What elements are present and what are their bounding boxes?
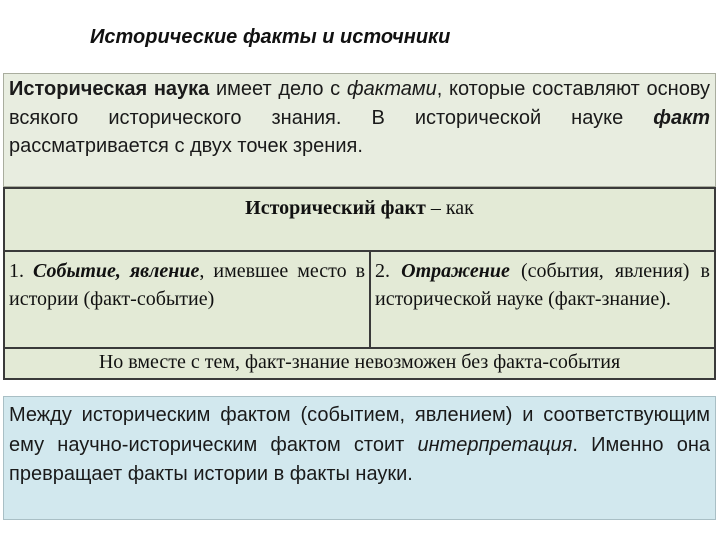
intro-paragraph <box>3 73 716 187</box>
outro-text-1: Между историческим фактом (событием, явлением) и соответствующим ему научно-историческим фактом стоит <box>9 404 710 456</box>
cell2-term: Отражение <box>401 260 510 282</box>
fact-table <box>3 187 716 380</box>
outro-paragraph <box>3 396 716 520</box>
term-historical-science: Историческая наука <box>9 78 210 100</box>
cell2-text: (события, явления) в исторической науке (факт-знание). <box>375 260 710 310</box>
header-rest: – как <box>425 197 474 219</box>
header-term: Исторический факт <box>245 197 426 219</box>
outro-text-2: . Именно она превращает факты истории в факты науки. <box>9 433 710 485</box>
page-title: Исторические факты и источники <box>90 26 451 48</box>
fact-cell-event <box>5 252 371 347</box>
term-facts: фактами <box>346 78 437 100</box>
term-fact: факт <box>653 106 710 129</box>
intro-text-1: имеет дело с <box>209 78 347 100</box>
fact-cell-reflection <box>371 252 714 347</box>
intro-text-3: рассматривается с двух точек зрения. <box>9 135 363 157</box>
fact-table-footer: Но вместе с тем, факт-знание невозможен без факта-события <box>5 347 714 378</box>
cell1-text: , имевшее место в истории (факт-событие) <box>9 260 366 310</box>
term-interpretation: интерпретация <box>417 433 573 456</box>
fact-table-header <box>5 189 714 252</box>
cell1-term: Событие, явление <box>33 260 200 282</box>
intro-text-2: , которые составляют основу всякого исторического знания. В исторической науке <box>9 78 711 129</box>
cell2-number: 2. <box>375 260 402 282</box>
cell1-number: 1. <box>9 260 33 282</box>
